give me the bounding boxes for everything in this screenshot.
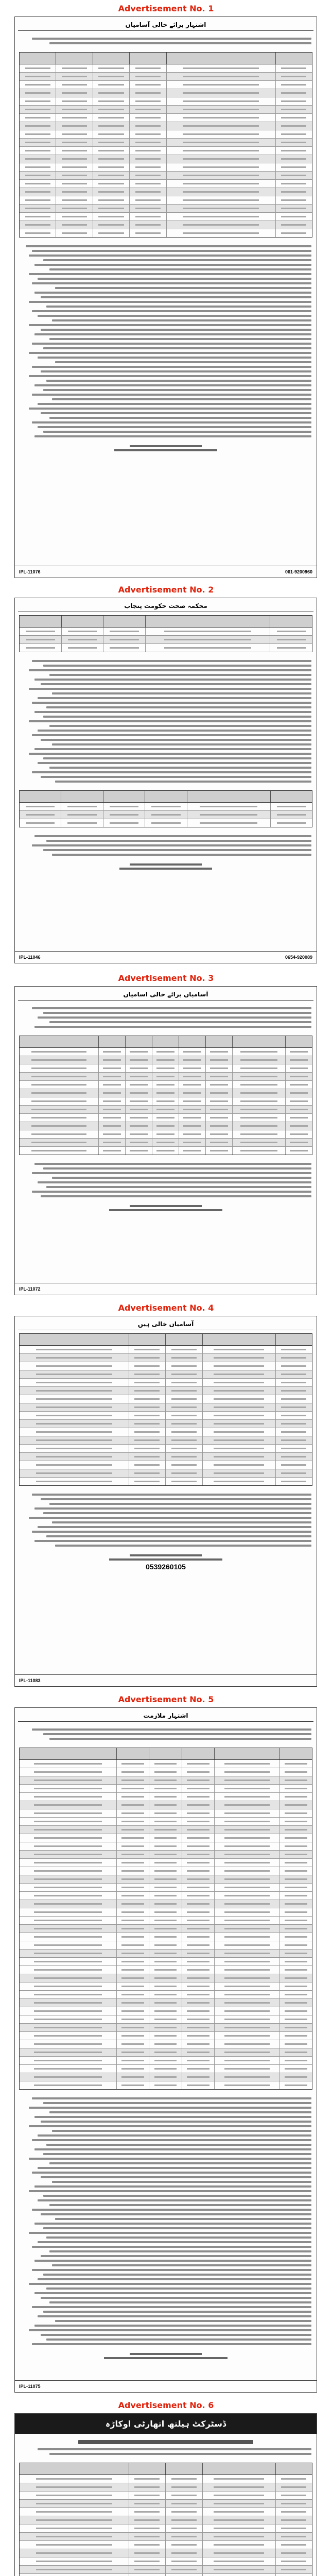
advertisement-3-footer-id: IPL-11072 (19, 1286, 41, 1292)
advertisement-2-terms (15, 655, 317, 787)
advertisement-4-footer-id: IPL-11083 (19, 1678, 41, 1683)
advertisement-2 (14, 598, 317, 963)
advertisement-1-footer (15, 566, 317, 578)
advertisement-2-notes (15, 831, 317, 860)
advertisement-3 (14, 986, 317, 1295)
advertisement-5-signature (15, 2353, 317, 2359)
advertisement-2-footer-phone: 0654-920089 (285, 955, 312, 960)
advertisement-6-title: ڈسٹرکٹ ہیلتھ اتھارٹی اوکاڑہ (15, 2414, 317, 2434)
advertisement-1-footer-id: IPL-11076 (19, 569, 41, 574)
advertisement-3-label: Advertisement No. 3 (118, 973, 214, 983)
advertisement-4-footer (15, 1674, 317, 1686)
advertisement-4-terms (15, 1489, 317, 1551)
advertisement-6-table (19, 2463, 312, 2576)
advertisement-5-label: Advertisement No. 5 (118, 1694, 214, 1704)
advertisement-1-footer-phone: 061-9200960 (285, 569, 312, 574)
advertisement-5-table (19, 1748, 312, 2090)
advertisement-5-intro (15, 1724, 317, 1744)
advertisement-4-label: Advertisement No. 4 (118, 1303, 214, 1313)
advertisement-3-intro (15, 1003, 317, 1032)
advertisement-2-label: Advertisement No. 2 (118, 585, 214, 595)
advertisement-3-title: آسامیاں برائے خالی اسامیاں (18, 989, 313, 1001)
advertisement-1-signature (15, 445, 317, 451)
advertisement-2-table-2 (19, 790, 312, 827)
advertisement-3-signature (15, 1205, 317, 1211)
advertisement-5-terms (15, 2093, 317, 2350)
advertisement-2-title: محکمہ صحت حکومت پنجاب (18, 600, 313, 612)
advertisement-4-title: آسامیاں خالی ہیں (18, 1318, 313, 1330)
advertisement-4 (14, 1316, 317, 1687)
advertisement-4-signature (15, 1554, 317, 1571)
advertisement-5-footer-id: IPL-11075 (19, 2384, 41, 2389)
advertisement-6 (14, 2413, 317, 2576)
advertisement-6-label: Advertisement No. 6 (118, 2400, 214, 2410)
advertisement-2-footer-id: IPL-11046 (19, 955, 41, 960)
advertisement-3-table (19, 1036, 312, 1155)
advertisement-2-footer (15, 951, 317, 963)
advertisement-1 (14, 16, 317, 578)
advertisement-6-subtitle (15, 2434, 317, 2460)
advertisement-5-title: اشتہار ملازمت (18, 1710, 313, 1722)
advertisement-1-table (19, 52, 312, 238)
advertisement-1-title: اشتہار برائے خالی آسامیاں (18, 19, 313, 31)
advertisement-1-terms (15, 241, 317, 442)
advertisement-2-signature (15, 863, 317, 870)
advertisement-1-label: Advertisement No. 1 (118, 4, 214, 13)
advertisement-3-footer (15, 1283, 317, 1295)
advertisement-4-table (19, 1333, 312, 1486)
advertisement-2-table-1 (19, 615, 312, 652)
advertisement-5-footer (15, 2380, 317, 2392)
advertisement-1-intro (15, 33, 317, 49)
advertisement-3-terms (15, 1158, 317, 1202)
advertisement-5 (14, 1707, 317, 2393)
advertisement-4-contact-phone: 0539260105 (146, 1563, 186, 1571)
